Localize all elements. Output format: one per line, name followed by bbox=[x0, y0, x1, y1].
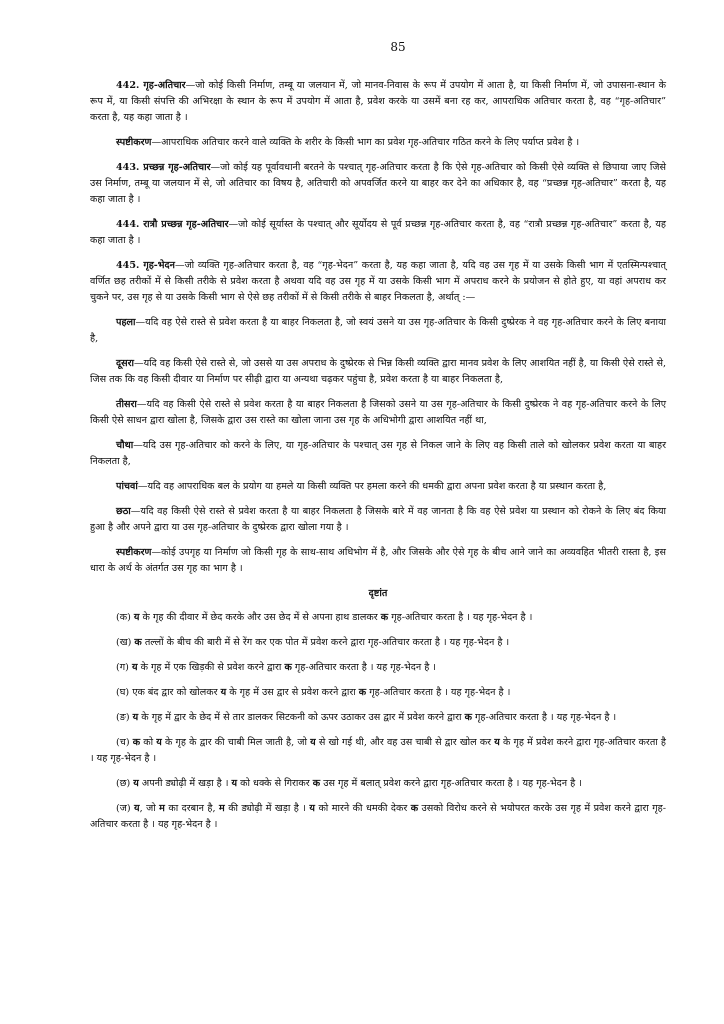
illustration-party: य bbox=[309, 803, 315, 814]
illustration-party: य bbox=[133, 612, 140, 623]
illustration-item bbox=[90, 735, 666, 767]
illustration-party: य bbox=[134, 803, 140, 814]
illustration-text: के गृह की दीवार में छेद करके और उस छेद में से अपना हाथ डालकर bbox=[139, 612, 381, 623]
paragraph-body: —यदि उस गृह-अतिचार को करने के लिए, या गृह-अतिचार के पश्चात् उस गृह से निकल जाने के लिए वह किसी ताले को खोलकर प्रवेश करता या बाहर निकलता है, bbox=[90, 440, 666, 467]
illustration-text: को bbox=[140, 737, 157, 748]
illustration-party: य bbox=[310, 737, 316, 748]
illustration-party: य bbox=[156, 737, 162, 748]
paragraph-body: —जो कोई यह पूर्वावधानी बरतने के पश्चात् गृह-अतिचार करता है कि ऐसे गृह-अतिचार को किसी ऐसे व्यक्ति से छिपाया जाए जिसे उस निर्माण, तम्बू या जलयान में से, जो अतिचार का विषय है, अतिचारी को अपवर्जित करने या बाहर कर देने का अधिकार है, वह “प्रच्छन्न गृह-अतिचार” करता है, यह कहा जाता है । bbox=[90, 162, 666, 205]
illustration-item bbox=[90, 685, 666, 701]
illustration-party: क bbox=[380, 612, 389, 623]
illustration-text: के गृह में उस द्वार से प्रवेश करने द्वारा bbox=[226, 687, 359, 698]
illustration-party: क bbox=[284, 662, 292, 673]
paragraph-body: —कोई उपगृह या निर्माण जो किसी गृह के साथ-साथ अधिभोग में है, और जिसके और ऐसे गृह के बीच आने जाने का अव्यवहित भीतरी रास्ता है, इस धारा के अर्थ के अंतर्गत उस गृह का भाग है । bbox=[90, 547, 666, 574]
illustration-text: गृह-अतिचार करता है । यह गृह-भेदन है । bbox=[471, 712, 617, 723]
illustration-text: का दरबान है, bbox=[164, 803, 219, 814]
paragraph bbox=[90, 545, 666, 577]
illustration-party: क bbox=[132, 737, 141, 748]
illustration-text: की ड्योढ़ी में खड़ा है । bbox=[224, 803, 310, 814]
illustration-item bbox=[90, 801, 666, 833]
illustration-party: क bbox=[464, 712, 472, 723]
paragraph-heading: छठा bbox=[116, 506, 131, 517]
illustration-text: गृह-अतिचार करता है । यह गृह-भेदन है । bbox=[366, 687, 511, 698]
paragraph-heading: दूसरा bbox=[116, 358, 134, 369]
illustration-text: (घ) एक बंद द्वार को खोलकर bbox=[116, 687, 221, 698]
paragraph-heading: स्पष्टीकरण bbox=[116, 547, 152, 558]
illustration-party: य bbox=[133, 778, 139, 789]
illustration-text: , जो bbox=[139, 803, 160, 814]
paragraph bbox=[90, 217, 666, 249]
paragraph-body: —जो कोई किसी निर्माण, तम्बू या जलयान में, जो मानव-निवास के रूप में उपयोग में आता है, या किसी निर्माण में, जो उपासना-स्थान के रूप में, या किसी संपत्ति की अभिरक्षा के स्थान के रूप में उपयोग में आता है, प्रवेश करके या उसमें बना रह कर, आपराधिक अतिचार करता है, वह “गृह-अतिचार” करता है, यह कहा जाता है । bbox=[90, 80, 666, 123]
illustration-text: (क) bbox=[116, 612, 134, 623]
illustration-text: (च) bbox=[116, 737, 133, 748]
illustration-text: को धक्के से गिराकर bbox=[237, 778, 313, 789]
illustration-party: म bbox=[159, 803, 165, 814]
paragraph-heading: पहला bbox=[116, 317, 136, 328]
paragraph bbox=[90, 78, 666, 126]
illustration-text: उस गृह में बलात् प्रवेश करने द्वारा गृह-अतिचार करता है । यह गृह-भेदन है । bbox=[320, 778, 582, 789]
paragraph bbox=[90, 315, 666, 347]
illustration-text: अपनी ड्योढ़ी में खड़ा है । bbox=[138, 778, 232, 789]
paragraph bbox=[90, 160, 666, 208]
paragraph-heading: तीसरा bbox=[116, 399, 137, 410]
paragraph bbox=[90, 479, 666, 495]
illustration-party: क bbox=[358, 687, 367, 698]
paragraph-heading: चौथा bbox=[116, 440, 134, 451]
illustration-party: म bbox=[219, 803, 225, 814]
illustration-text: के गृह में प्रवेश करने द्वारा गृह-अतिचार करता है । यह गृह-भेदन है । bbox=[90, 737, 667, 764]
illustrations-list bbox=[90, 610, 666, 833]
paragraph bbox=[90, 356, 666, 388]
paragraph-heading: 444. रात्रौ प्रच्छन्न गृह-अतिचार bbox=[116, 219, 229, 230]
illustration-text: तल्लों के बीच की बारी में से रेंग कर एक पोत में प्रवेश करने द्वारा गृह-अतिचार करता है । यह गृह-भेदन है । bbox=[141, 637, 510, 648]
paragraph-body: —यदि वह ऐसे रास्ते से प्रवेश करता है या बाहर निकलता है, जो स्वयं उसने या उस गृह-अतिचार के किसी दुष्प्रेरक ने वह गृह-अतिचार करने के लिए बनाया है, bbox=[90, 317, 666, 344]
paragraph-body: —जो कोई सूर्यास्त के पश्चात् और सूर्योदय से पूर्व प्रच्छन्न गृह-अतिचार करता है, वह “रात्रौ प्रच्छन्न गृह-अतिचार” करता है, यह कहा जाता है । bbox=[90, 219, 666, 246]
paragraph bbox=[90, 504, 666, 536]
illustration-party: क bbox=[312, 778, 321, 789]
paragraph-heading: स्पष्टीकरण bbox=[116, 137, 152, 148]
illustration-party: य bbox=[494, 737, 500, 748]
section-text bbox=[90, 78, 666, 577]
illustration-party: क bbox=[410, 803, 419, 814]
illustration-party: य bbox=[220, 687, 227, 698]
paragraph-body: —यदि वह किसी ऐसे रास्ते से प्रवेश करता है या बाहर निकलता है जिसके बारे में वह जानता है कि वह ऐसे प्रवेश या प्रस्थान को रोकने के लिए बंद किया हुआ है और अपने द्वारा या उस गृह-अतिचार के दुष्प्रेरक द्वारा खोला गया है । bbox=[90, 506, 666, 533]
paragraph-body: —जो व्यक्ति गृह-अतिचार करता है, वह “गृह-भेदन” करता है, यह कहा जाता है, यदि वह उस गृह में या उसके किसी भाग में एतस्मिन्पश्चात् वर्णित छह तरीकों में से किसी तरीके से प्रवेश करता है अथवा यदि वह उस गृह में या उसके किसी भाग में अपराध करने के प्रयोजन से होते हुए, या वहां अपराध कर चुकने पर, उस गृह से या उसके किसी भाग से ऐसे छह तरीकों में से किसी तरीके से बाहर निकलता है, अर्थात् :— bbox=[90, 260, 667, 303]
paragraph bbox=[90, 397, 666, 429]
illustration-text: (छ) bbox=[116, 778, 134, 789]
illustration-item bbox=[90, 610, 666, 626]
illustration-text: के गृह के द्वार की चाबी मिल जाती है, जो bbox=[161, 737, 311, 748]
illustration-party: क bbox=[134, 637, 142, 648]
paragraph-heading: पांचवां bbox=[116, 481, 138, 492]
paragraph-heading: 445. गृह-भेदन bbox=[116, 260, 175, 271]
illustration-text: को मारने की धमकी देकर bbox=[315, 803, 411, 814]
paragraph-heading: 442. गृह-अतिचार bbox=[116, 80, 186, 91]
paragraph-body: —यदि वह आपराधिक बल के प्रयोग या हमले या किसी व्यक्ति पर हमला करने की धमकी द्वारा अपना प्रवेश करता है या प्रस्थान करता है, bbox=[137, 481, 607, 492]
paragraph bbox=[90, 135, 666, 151]
paragraph-body: —आपराधिक अतिचार करने वाले व्यक्ति के शरीर के किसी भाग का प्रवेश गृह-अतिचार गठित करने के लिए पर्याप्त प्रवेश है । bbox=[151, 137, 580, 148]
illustration-text: (ग) bbox=[116, 662, 132, 673]
illustration-item bbox=[90, 776, 666, 792]
illustration-party: य bbox=[131, 662, 138, 673]
paragraph-heading: 443. प्रच्छन्न गृह-अतिचार bbox=[116, 162, 211, 173]
paragraph-body: —यदि वह किसी ऐसे रास्ते से, जो उससे या उस अपराध के दुष्प्रेरक से भिन्न किसी व्यक्ति द्वारा मानव प्रवेश के लिए आशयित नहीं है, या किसी ऐसे रास्ते से, जिस तक कि वह किसी दीवार या निर्माण पर सीढ़ी द्वारा या अन्यथा चढ़कर पहुंचा है, प्रवेश करता है या बाहर निकलता है, bbox=[90, 358, 666, 385]
paragraph-body: —यदि वह किसी ऐसे रास्ते से प्रवेश करता है या बाहर निकलता है जिसको उसने या उस गृह-अतिचार के किसी दुष्प्रेरक ने वह गृह-अतिचार करने के लिए किसी ऐसे साधन द्वारा खोला है, जिसके द्वारा उस रास्ते का खोला जाना उस गृह के अधिभोगी द्वारा आशयित नहीं था, bbox=[90, 399, 666, 426]
illustration-item bbox=[90, 635, 666, 651]
illustration-text: से खो गई थी, और वह उस चाबी से द्वार खोल कर bbox=[315, 737, 495, 748]
illustration-party: य bbox=[132, 712, 139, 723]
illustrations-heading: दृष्टांत bbox=[368, 588, 388, 599]
illustration-item bbox=[90, 660, 666, 676]
illustration-text: (ख) bbox=[116, 637, 135, 648]
illustration-item bbox=[90, 710, 666, 726]
paragraph bbox=[90, 258, 666, 306]
illustration-text: के गृह में द्वार के छेद में से तार डालकर सिटकनी को ऊपर उठाकर उस द्वार में प्रवेश करने द्वारा bbox=[138, 712, 465, 723]
illustration-text: गृह-अतिचार करता है । यह गृह-भेदन है । bbox=[388, 612, 533, 623]
illustration-text: गृह-अतिचार करता है । यह गृह-भेदन है । bbox=[291, 662, 436, 673]
page-number: 85 bbox=[390, 40, 406, 54]
paragraph bbox=[90, 438, 666, 470]
illustration-text: (ज) bbox=[116, 803, 135, 814]
illustration-text: (ङ) bbox=[116, 712, 133, 723]
illustration-text: उसको विरोध करने से भयोपरत करके उस गृह में प्रवेश करने द्वारा गृह-अतिचार करता है । यह गृह-भेदन है । bbox=[90, 803, 666, 830]
illustration-text: के गृह में एक खिड़की से प्रवेश करने द्वारा bbox=[137, 662, 285, 673]
illustration-party: य bbox=[231, 778, 238, 789]
